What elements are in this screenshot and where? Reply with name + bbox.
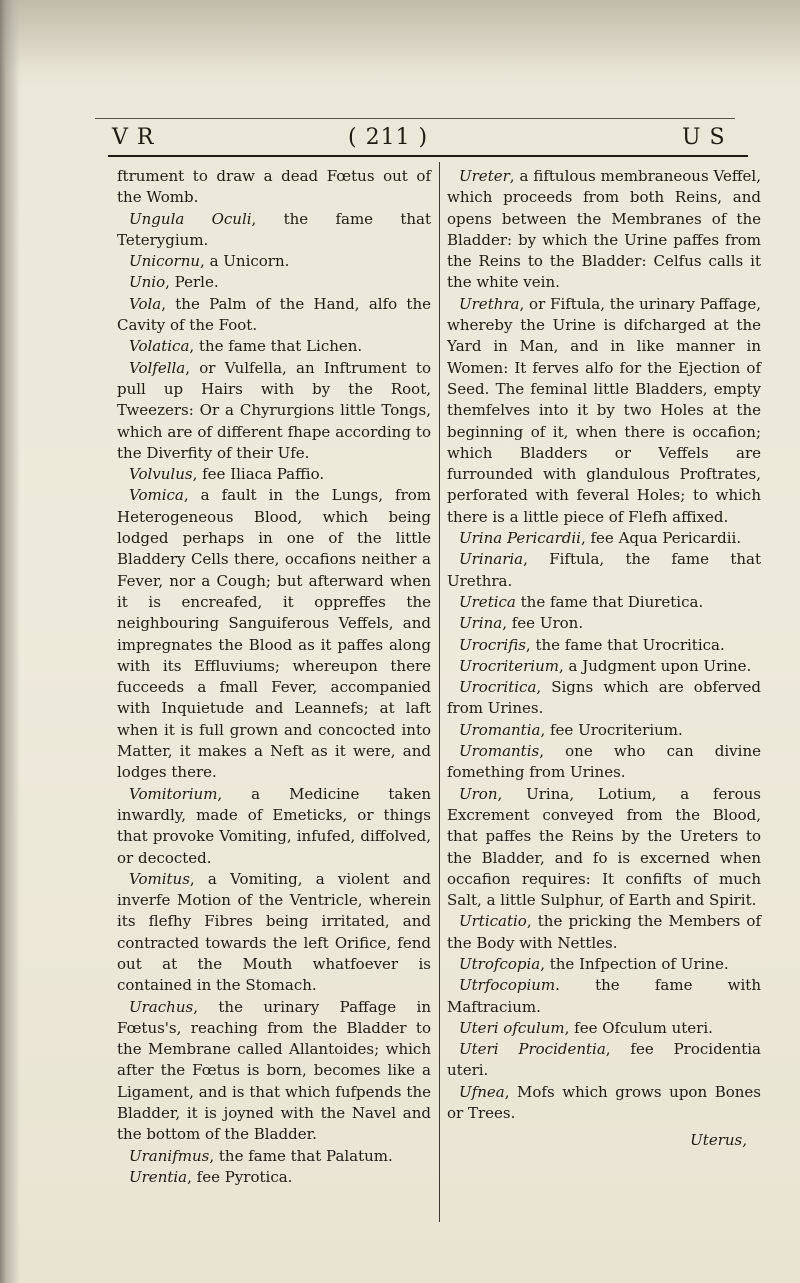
catchword: Uterus, bbox=[690, 1131, 747, 1150]
dictionary-entry bbox=[447, 741, 761, 784]
dictionary-entry bbox=[447, 1082, 761, 1125]
entry-definition: , the fame that Palatum. bbox=[209, 1146, 393, 1165]
dictionary-entry bbox=[447, 528, 761, 549]
entry-term: Vomitorium bbox=[129, 784, 218, 803]
entry-term: Urina Pericardii bbox=[459, 529, 581, 548]
dictionary-entry bbox=[117, 869, 431, 997]
entry-term: Utrofcopia bbox=[459, 954, 541, 973]
dictionary-entry bbox=[117, 251, 431, 272]
entry-term: Urocrifis bbox=[459, 635, 526, 654]
dictionary-entry bbox=[117, 485, 431, 783]
entry-term: Vola bbox=[129, 294, 162, 313]
entry-term: Urentia bbox=[129, 1167, 188, 1186]
dictionary-entry bbox=[447, 635, 761, 656]
entry-definition: , a fiftulous membraneous Veffel, which proceeds from both Reins, and opens between the Membranes of the Bladder: by which the Urine paffes from the Reins to the Bladder: Celfus calls it the white vein. bbox=[447, 167, 761, 292]
entry-definition: , a fault in the Lungs, from Heterogeneous Blood, which being lodged perhaps in one of the little Bladdery Cells there, occafions neither a Fever, nor a Cough; but afterward when it is encreafed, it oppreffes the neighbouring Sanguiferous Veffels, and impregnates the Blood as it paffes along with its Effluviums; whereupon there fucceeds a fmall Fever, accompanied with Inquietude and Leannefs; at laft when it is full grown and concocted into Matter, it makes a Neft as it were, and lodges there. bbox=[117, 486, 431, 782]
entry-term: Volvulus bbox=[129, 465, 193, 484]
entry-term: Volatica bbox=[129, 337, 190, 356]
dictionary-entry bbox=[447, 656, 761, 677]
dictionary-entry bbox=[117, 1167, 431, 1188]
entry-definition: , fee Aqua Pericardii. bbox=[580, 529, 742, 548]
page-number: ( 211 ) bbox=[348, 125, 429, 150]
dictionary-entry bbox=[117, 358, 431, 464]
entry-term: Ungula Oculi bbox=[129, 209, 252, 228]
entry-term: Urachus bbox=[129, 997, 194, 1016]
entry-term: Urticatio bbox=[459, 912, 527, 931]
entry-definition: , fee Ofculum uteri. bbox=[564, 1018, 713, 1037]
entry-term: Uteri Procidentia bbox=[459, 1040, 606, 1059]
entry-term: Urinaria bbox=[459, 550, 524, 569]
entry-definition: , the fame that Teterygium. bbox=[117, 209, 431, 249]
entry-term: Urocriterium bbox=[459, 656, 559, 675]
header-rule bbox=[108, 155, 748, 157]
dictionary-entry bbox=[117, 1146, 431, 1167]
entry-definition: , fee Uron. bbox=[502, 614, 584, 633]
dictionary-entry bbox=[117, 997, 431, 1146]
entry-definition: , fee Urocriterium. bbox=[540, 720, 683, 739]
entry-definition: , fee Pyrotica. bbox=[187, 1167, 293, 1186]
entry-definition: , a Judgment upon Urine. bbox=[558, 656, 752, 675]
entry-term: Unicornu bbox=[129, 252, 201, 271]
entry-term: Urocritica bbox=[459, 678, 537, 697]
entry-definition: , Perle. bbox=[165, 273, 219, 292]
book-binding-shadow bbox=[0, 0, 20, 1283]
entry-term: Uranifmus bbox=[129, 1146, 210, 1165]
entry-term: Uromantia bbox=[459, 720, 541, 739]
entry-term: Urina bbox=[459, 614, 503, 633]
header-right: U S bbox=[682, 125, 726, 150]
dictionary-entry bbox=[447, 613, 761, 634]
entry-term: Ureter bbox=[459, 167, 510, 185]
entry-definition: , Urina, Lotium, a ferous Excrement conveyed from the Blood, that paffes the Reins by the Ureters to the Bladder, and fo is excerned when occafion requires: It confifts of much Salt, a little Sulphur, of Earth and Spirit. bbox=[447, 784, 761, 910]
entry-definition: , the fame that Urocritica. bbox=[525, 635, 725, 654]
entry-term: Uromantis bbox=[459, 742, 540, 761]
dictionary-entry bbox=[447, 1039, 761, 1082]
entry-term: Unio bbox=[129, 273, 166, 292]
left-column bbox=[117, 166, 431, 1188]
dictionary-entry bbox=[447, 592, 761, 613]
entry-term: Volfella bbox=[129, 358, 186, 377]
entry-definition: , Signs which are obferved from Urines. bbox=[447, 678, 761, 718]
entry-definition: . the fame with Maftracium. bbox=[447, 976, 761, 1016]
dictionary-entry bbox=[117, 464, 431, 485]
entry-definition: ftrument to draw a dead Fœtus out of the Womb. bbox=[117, 167, 431, 207]
entry-term: Vomica bbox=[129, 486, 184, 505]
top-shade bbox=[0, 0, 800, 70]
dictionary-entry bbox=[117, 784, 431, 869]
dictionary-entry bbox=[447, 549, 761, 592]
dictionary-entry bbox=[447, 1018, 761, 1039]
entry-definition: , the fame that Lichen. bbox=[189, 337, 363, 356]
header-left: V R bbox=[112, 125, 155, 150]
top-rule bbox=[95, 118, 735, 119]
dictionary-entry bbox=[117, 209, 431, 252]
dictionary-entry bbox=[447, 954, 761, 975]
dictionary-entry bbox=[447, 294, 761, 528]
entry-definition: , the urinary Paffage in Fœtus's, reaching from the Bladder to the Membrane called Allantoides; which after the Fœtus is born, becomes like a Ligament, and is that which fufpends the Bladder, it is joyned with the Navel and the bottom of the Bladder. bbox=[117, 997, 431, 1144]
column-divider bbox=[439, 162, 440, 1222]
dictionary-entry bbox=[117, 272, 431, 293]
entry-definition: , one who can divine fomething from Urines. bbox=[447, 742, 761, 782]
entry-definition: , fee Procidentia uteri. bbox=[447, 1040, 761, 1080]
entry-definition: , or Fiftula, the urinary Paffage, whereby the Urine is difcharged at the Yard in Man, and in like manner in Women: It ferves alfo for the Ejection of Seed. The feminal little Bladders, empty themfelves into it by two Holes at the beginning of it, when there is occafion; which Bladders or Veffels are furrounded with glandulous Proftrates, perforated with feveral Holes; to which there is a little piece of Flefh affixed. bbox=[447, 294, 761, 526]
dictionary-entry bbox=[117, 294, 431, 337]
dictionary-entry bbox=[117, 336, 431, 357]
entry-definition: , a Medicine taken inwardly, made of Emeticks, or things that provoke Vomiting, infufed, diffolved, or decocted. bbox=[117, 784, 431, 867]
right-column bbox=[447, 166, 761, 1152]
entry-definition: , the pricking the Members of the Body with Nettles. bbox=[447, 912, 761, 952]
entry-term: Ufnea bbox=[459, 1082, 505, 1101]
entry-definition: , Fiftula, the fame that Urethra. bbox=[447, 550, 761, 590]
entry-term: Vomitus bbox=[129, 869, 190, 888]
entry-definition: , a Unicorn. bbox=[200, 252, 290, 271]
entry-term: Uron bbox=[459, 784, 498, 803]
entry-term: Uretica bbox=[459, 592, 516, 611]
entry-definition: , or Vulfella, an Inftrument to pull up Hairs with by the Root, Tweezers: Or a Chyrurgions little Tongs, which are of different fhape according to the Diverfity of their Ufe. bbox=[117, 358, 431, 462]
dictionary-entry bbox=[447, 720, 761, 741]
entry-term: Utrfocopium bbox=[459, 976, 556, 995]
entry-definition: the fame that Diuretica. bbox=[515, 592, 704, 611]
dictionary-entry bbox=[447, 975, 761, 1018]
dictionary-entry bbox=[117, 166, 431, 209]
dictionary-entry bbox=[447, 784, 761, 912]
entry-definition: , a Vomiting, a violent and inverfe Motion of the Ventricle, wherein its flefhy Fibres being irritated, and contracted towards the left Orifice, fend out at the Mouth whatfoever is contained in the Stomach. bbox=[117, 869, 431, 995]
entry-definition: , the Palm of the Hand, alfo the Cavity of the Foot. bbox=[117, 294, 431, 335]
entry-term: Uteri ofculum bbox=[459, 1018, 565, 1037]
running-header bbox=[112, 121, 748, 155]
dictionary-entry bbox=[447, 911, 761, 954]
dictionary-entry bbox=[447, 166, 761, 294]
entry-definition: , the Infpection of Urine. bbox=[540, 954, 729, 973]
entry-definition: , fee Iliaca Paffio. bbox=[192, 465, 325, 484]
entry-term: Urethra bbox=[459, 294, 520, 313]
entry-definition: , Mofs which grows upon Bones or Trees. bbox=[447, 1082, 761, 1123]
dictionary-entry bbox=[447, 677, 761, 720]
